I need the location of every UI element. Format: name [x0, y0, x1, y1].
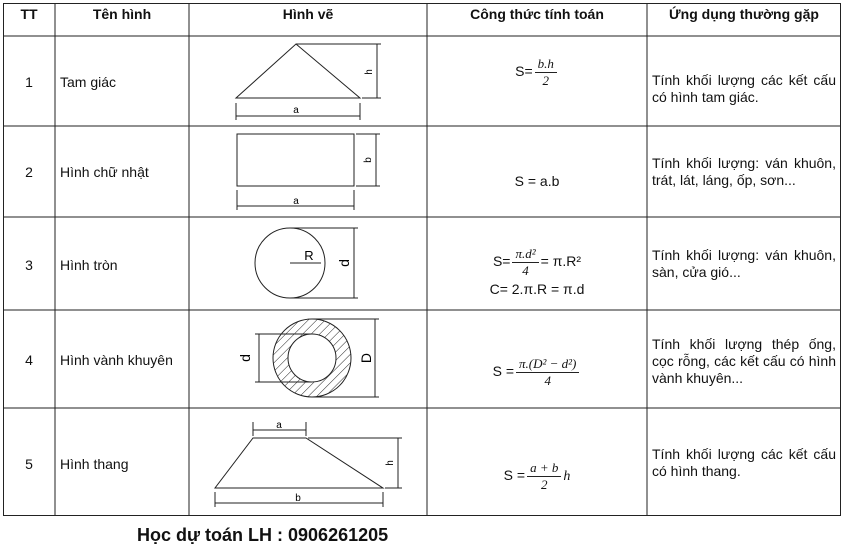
formula-numerator: a + b: [527, 460, 561, 477]
formula-denominator: 4: [522, 263, 529, 278]
row-1-name: Tam giác: [60, 74, 117, 90]
circle-radius-label: R: [304, 248, 314, 263]
row-2-formula: S = a.b: [514, 173, 560, 189]
header-formula: Công thức tính toán: [470, 6, 604, 22]
rectangle-drawing: [237, 134, 380, 210]
row-2-name: Hình chữ nhật: [60, 164, 149, 180]
footer-contact: Học dự toán LH : 0906261205: [137, 525, 389, 545]
rectangle-height-label: b: [363, 157, 374, 163]
row-2-application: Tính khối lượng: ván khuôn, trát, lát, láng, ốp, sơn...: [652, 155, 836, 188]
formula-denominator: 4: [544, 373, 551, 388]
row-1-tt: 1: [25, 74, 33, 90]
formula-rhs: = π.R²: [540, 253, 582, 270]
formula-numerator: π.(D² − d²): [516, 356, 579, 373]
formula-lhs: S=: [492, 253, 511, 270]
formula-rhs: h: [563, 469, 571, 485]
triangle-drawing: [236, 44, 381, 120]
formula-lhs: S =: [492, 363, 514, 380]
row-3-application: Tính khối lượng: ván khuôn, sàn, cửa gió...: [652, 247, 836, 280]
annulus-outer-label: D: [358, 352, 374, 364]
triangle-height-label: h: [364, 69, 375, 75]
row-3-name: Hình tròn: [60, 257, 118, 273]
trapezoid-height-label: h: [385, 460, 396, 466]
trapezoid-bottom-label: b: [295, 493, 301, 504]
formula-lhs: S =: [503, 467, 526, 484]
row-5-name: Hình thang: [60, 456, 129, 472]
formula-circumference: C= 2.π.R = π.d: [489, 281, 585, 297]
formula-lhs: S=: [515, 63, 533, 80]
triangle-base-label: a: [293, 105, 299, 116]
header-application: Ứng dụng thường gặp: [669, 6, 819, 22]
row-4-application: Tính khối lượng thép ống, cọc rỗng, các kết cấu có hình vành khuyên...: [652, 336, 836, 386]
row-3-tt: 3: [25, 257, 33, 273]
row-5-application: Tính khối lượng các kết cấu có hình thang.: [652, 446, 836, 479]
header-drawing: Hình vẽ: [282, 6, 334, 22]
row-2-tt: 2: [25, 164, 33, 180]
formula-denominator: 2: [540, 477, 548, 492]
formula-denominator: 2: [542, 73, 549, 88]
header-name: Tên hình: [92, 6, 152, 22]
annulus-inner-label: d: [237, 354, 253, 362]
row-5-tt: 5: [25, 456, 33, 472]
formula-numerator: π.d²: [512, 246, 538, 263]
rectangle-width-label: a: [293, 196, 299, 207]
header-tt: TT: [20, 6, 38, 22]
formula-numerator: b.h: [535, 56, 557, 73]
row-4-tt: 4: [25, 352, 33, 368]
circle-diameter-label: d: [336, 259, 352, 267]
row-1-application: Tính khối lượng các kết cấu có hình tam giác.: [652, 72, 836, 105]
trapezoid-drawing: [215, 422, 402, 507]
trapezoid-top-label: a: [276, 420, 282, 431]
row-4-name: Hình vành khuyên: [60, 352, 173, 368]
